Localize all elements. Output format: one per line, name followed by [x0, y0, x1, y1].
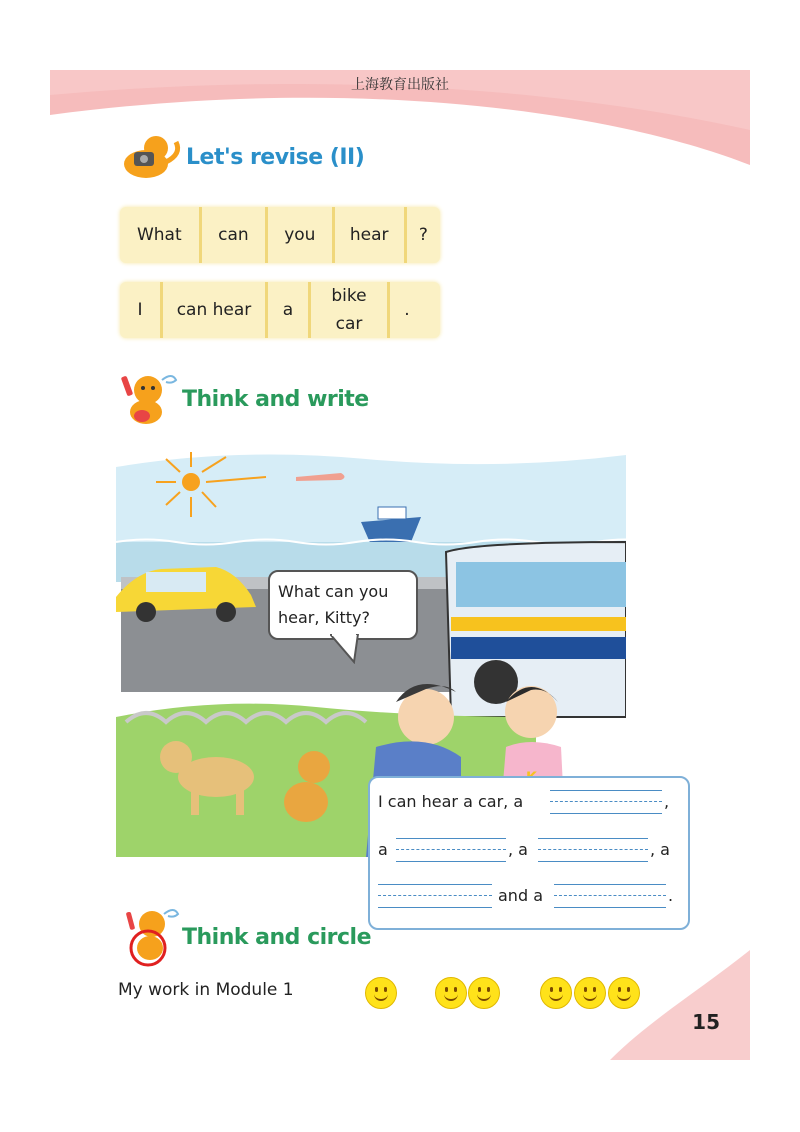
option-bike: bike: [331, 286, 367, 306]
cat-writing-icon: [116, 370, 182, 428]
cat-camera-icon: [116, 132, 186, 182]
revise-title: Let's revise (II): [186, 144, 365, 170]
answer-start: I can hear a car, a: [378, 792, 524, 811]
table-cell: you: [268, 207, 334, 263]
publisher-name: 上海教育出版社: [351, 77, 449, 93]
circle-title: Think and circle: [182, 924, 372, 950]
comma-article-text: , a: [650, 840, 670, 859]
footer-band: [610, 950, 750, 1060]
smiley-icon[interactable]: [574, 977, 606, 1009]
bubble-line-2: hear, Kitty?: [278, 608, 370, 627]
bubble-line-1: What can you: [278, 582, 389, 601]
revise-row-answer: [120, 282, 440, 338]
smiley-icon[interactable]: [435, 977, 467, 1009]
page-number: 15: [692, 1010, 720, 1034]
table-cell: a: [268, 282, 311, 338]
comma-text: ,: [664, 792, 670, 811]
speech-bubble: [268, 570, 418, 640]
self-assessment-label: My work in Module 1: [118, 980, 294, 1000]
table-cell: ?: [418, 225, 428, 245]
blank-line[interactable]: [550, 790, 662, 814]
table-cell: can: [202, 207, 268, 263]
write-heading: [116, 370, 369, 428]
revise-row-question: [120, 207, 440, 263]
answer-box: [368, 776, 690, 930]
option-car: car: [335, 314, 363, 334]
article-text: a: [378, 840, 388, 859]
revise-heading: [116, 132, 364, 182]
comma-article-text: , a: [508, 840, 528, 859]
blank-line[interactable]: [554, 884, 666, 908]
table-cell: What: [120, 207, 202, 263]
cat-circle-icon: [120, 906, 182, 968]
smiley-icon[interactable]: [540, 977, 572, 1009]
period-text: .: [668, 886, 674, 905]
table-cell: I: [120, 282, 163, 338]
and-article-text: and a: [498, 886, 543, 905]
table-cell: .: [404, 300, 410, 320]
table-cell: hear: [335, 207, 407, 263]
blank-line[interactable]: [378, 884, 492, 908]
speech-bubble-tail: [330, 634, 360, 664]
smiley-icon[interactable]: [468, 977, 500, 1009]
textbook-page: [50, 70, 750, 1060]
blank-line[interactable]: [538, 838, 648, 862]
smiley-icon[interactable]: [365, 977, 397, 1009]
blank-line[interactable]: [396, 838, 506, 862]
table-cell-options: [311, 282, 390, 338]
circle-heading: [120, 906, 371, 968]
table-cell: can hear: [163, 282, 268, 338]
write-title: Think and write: [182, 386, 369, 412]
